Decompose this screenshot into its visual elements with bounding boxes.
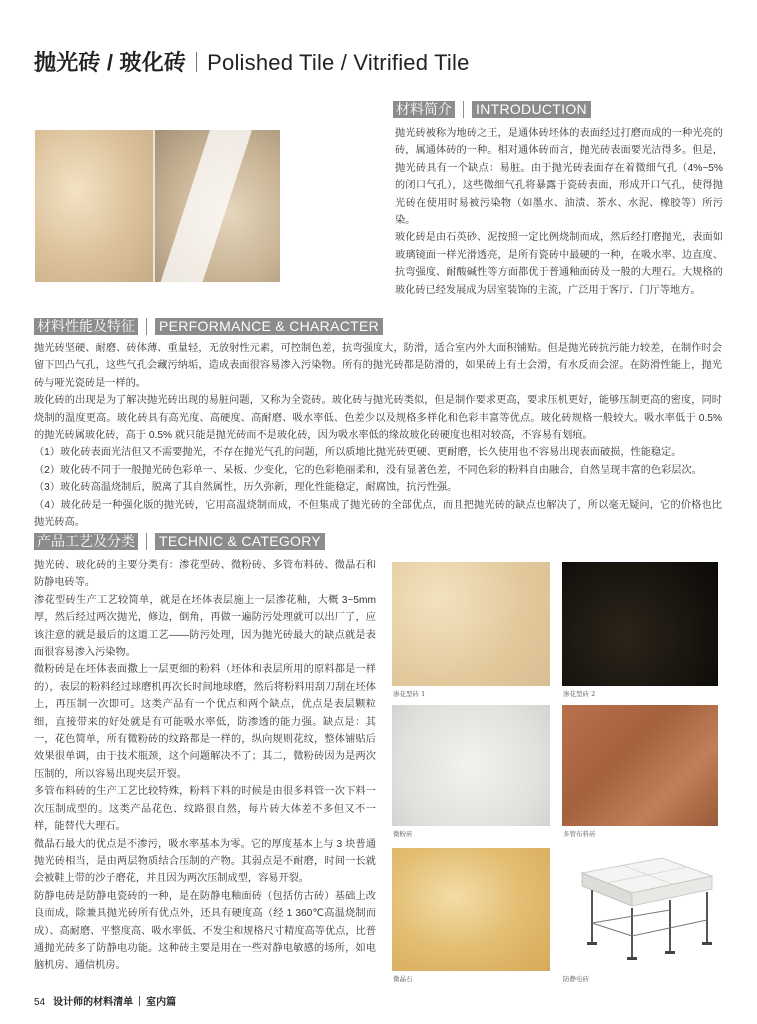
intro-header-cn: 材料简介 <box>393 101 455 118</box>
intro-photo-tile-left <box>35 130 153 282</box>
technic-paragraph: 微晶石最大的优点是不渗污，吸水率基本为零。它的厚度基本上与 3 块普通抛光砖相当，是由两层物质结合压制的产物。其弱点是不耐磨，时间一长就会被鞋上带的沙子磨花，并且因为两次压制成型，容易开裂。 <box>34 838 376 885</box>
performance-text <box>34 340 722 531</box>
technic-section-header <box>34 533 325 550</box>
texture-multi-tube-tile-image <box>562 705 718 826</box>
floor-support-feet <box>587 942 712 960</box>
performance-section-header <box>34 318 383 335</box>
intro-section-header <box>393 101 591 118</box>
page-number: 54 <box>34 997 46 1008</box>
caption-infiltrated-tile-2: 渗花型砖 2 <box>563 690 596 698</box>
technic-header-cn: 产品工艺及分类 <box>34 533 138 550</box>
raised-floor-illustration <box>562 848 718 971</box>
book-volume: 室内篇 <box>146 997 177 1008</box>
intro-paragraph: 玻化砖是由石英砂、泥按照一定比例烧制而成，然后经打磨抛光，表面如玻璃镜面一样光滑透亮，是所有瓷砖中最硬的一种，在吸水率、边直度、抗弯强度、耐酸碱性等方面都优于普通釉面砖及一般的大理石。大规格的玻化砖已经发展成为居室装饰的主流，广泛用于客厅、门厅等地方。 <box>395 232 723 296</box>
texture-infiltrated-tile-2-image <box>562 562 718 686</box>
performance-list-item: （1）玻化砖表面光洁但又不需要抛光，不存在抛光气孔的问题，所以质地比抛光砖更硬、更耐磨，长久使用也不容易出现表面破损，性能稳定。 <box>34 447 682 459</box>
caption-micro-powder-tile: 微粉砖 <box>393 830 413 838</box>
performance-paragraph: 抛光砖坚硬、耐磨、砖体薄、重量轻，无放射性元素，可控制色差，抗弯强度大，防滑，适合室内外大面积铺贴。但是抛光砖抗污能力较差，在制作时会留下凹凸气孔，这些气孔会藏污纳垢，造成表面很容易渗入污染物。所有的抛光砖都是防滑的，如果砖上有土会滑，有水反而会涩。在防滑性能上，抛光砖与哑光瓷砖是一样的。 <box>34 343 722 389</box>
footer-divider <box>139 996 140 1006</box>
performance-paragraph: 玻化砖的出现是为了解决抛光砖出现的易脏问题，又称为全瓷砖。玻化砖与抛光砖类似，但是制作要求更高，要求压机更好，能够压制更高的密度，同时烧制的温度更高。玻化砖具有高光度、高硬度、高耐磨、吸水率低、色差少以及规格多样化和色彩丰富等优点。玻化砖规格一般较大。吸水率低于 0.5% 的抛光砖属玻化砖，高于 0.5% 就只能是抛光砖而不是玻化砖，因为吸水率低的缘故玻化砖硬度也相对较高，不容易有划痕。 <box>34 395 722 442</box>
page-footer <box>34 993 176 1008</box>
performance-header-divider <box>146 318 147 335</box>
book-title: 设计师的材料清单 <box>53 997 134 1008</box>
technic-text <box>34 557 376 975</box>
caption-microcrystal-stone: 微晶石 <box>393 975 413 983</box>
texture-microcrystal-stone-image <box>392 848 550 971</box>
texture-micro-powder-tile-image <box>392 705 550 826</box>
performance-header-en: PERFORMANCE & CHARACTER <box>155 318 383 335</box>
performance-header-cn: 材料性能及特征 <box>34 318 138 335</box>
texture-infiltrated-tile-1-image <box>392 562 550 686</box>
technic-paragraph: 防静电砖是防静电瓷砖的一种，是在防静电釉面砖（包括仿古砖）基础上改良而成，除兼具抛光砖所有优点外，还具有硬度高（经 1 360℃高温烧制而成）、高耐磨、平整度高、吸水率低、不发尘和规格尺寸精度高等优点，比普通抛光砖多了防静电功能。这种砖主要是用在一些对静电敏感的场所，如电脑机房、通信机房。 <box>34 890 376 972</box>
technic-paragraph: 渗花型砖生产工艺较简单，就是在坯体表层施上一层渗花釉，大概 3~5mm 厚，然后经过两次抛光，修边，倒角，再做一遍防污处理就可以出厂了，应该注意的就是最后的这道工艺——防污处理，因为抛光砖最大的缺点就是表面很容易渗入污染物。 <box>34 594 376 659</box>
performance-list-item: （4）玻化砖是一种强化版的抛光砖，它用高温烧制而成，不但集成了抛光砖的全部优点，而且把抛光砖的缺点也解决了，所以毫无疑问，它的价格也比抛光砖高。 <box>34 499 722 529</box>
caption-antistatic-tile: 防静电砖 <box>563 975 589 983</box>
performance-list-item: （2）玻化砖不同于一般抛光砖色彩单一、呆板、少变化，它的色彩艳丽柔和，没有显著色差，不同色彩的粉料自由融合，自然呈现丰富的色彩层次。 <box>34 464 702 476</box>
intro-paragraph: 抛光砖被称为地砖之王，是通体砖坯体的表面经过打磨而成的一种光亮的砖，属通体砖的一种。相对通体砖而言，抛光砖表面要光洁得多。但是，抛光砖具有一个缺点：易脏。由于抛光砖表面存在着微细气孔（4%~5% 的闭口气孔），这些微细气孔将暴露于瓷砖表面，形成开口气孔，使得抛光砖在使用时易被污染物（如墨水、油渍、茶水、水泥、橡胶等）所污染。 <box>395 128 723 227</box>
antistatic-floor-image <box>562 848 718 971</box>
floor-stringers <box>592 910 707 936</box>
intro-photo-seam <box>153 130 155 282</box>
page-title <box>34 46 470 77</box>
title-cn: 抛光砖 / 玻化砖 <box>34 50 187 75</box>
intro-header-en: INTRODUCTION <box>472 101 591 118</box>
intro-photo <box>35 130 280 282</box>
technic-header-en: TECHNIC & CATEGORY <box>155 533 325 550</box>
title-divider <box>196 52 197 72</box>
intro-header-divider <box>463 101 464 118</box>
performance-list-item: （3）玻化砖高温烧制后，脱离了其自然属性，历久弥新，理化性能稳定，耐腐蚀，抗污性强。 <box>34 482 458 494</box>
technic-paragraph: 微粉砖是在坯体表面撒上一层更细的粉料（坯体和表层所用的原料都是一样的），表层的粉料经过球磨机再次长时间地球磨，然后将粉料用刮刀刮在坯体上，再压制一次即可。这类产品有一个优点和两个缺点，优点是表层颗粒细，直接带来的好处就是有可能吸水率低，防渗透的能力强。缺点是：其一，花色简单，所有微粉砖的纹路都是一样的，纵向规则花纹，整体铺贴后效果很单调，由于技术瓶颈，这个问题解决不了；其二，微粉砖因为是两次压制的，所以容易出现夹层开裂。 <box>34 664 376 780</box>
title-en: Polished Tile / Vitrified Tile <box>207 50 470 75</box>
caption-infiltrated-tile-1: 渗花型砖 1 <box>393 690 426 698</box>
caption-multi-tube-tile: 多管布料砖 <box>563 830 596 838</box>
technic-paragraph: 抛光砖、玻化砖的主要分类有：渗花型砖、微粉砖、多管布料砖、微晶石和防静电砖等。 <box>34 560 376 589</box>
technic-header-divider <box>146 533 147 550</box>
technic-paragraph: 多管布料砖的生产工艺比较特殊，粉料下料的时候是由很多料管一次下料一次压制成型的。这类产品花色、纹路很自然，每片砖大体差不多但又不一样，能替代大理石。 <box>34 786 376 833</box>
intro-text <box>395 125 723 299</box>
